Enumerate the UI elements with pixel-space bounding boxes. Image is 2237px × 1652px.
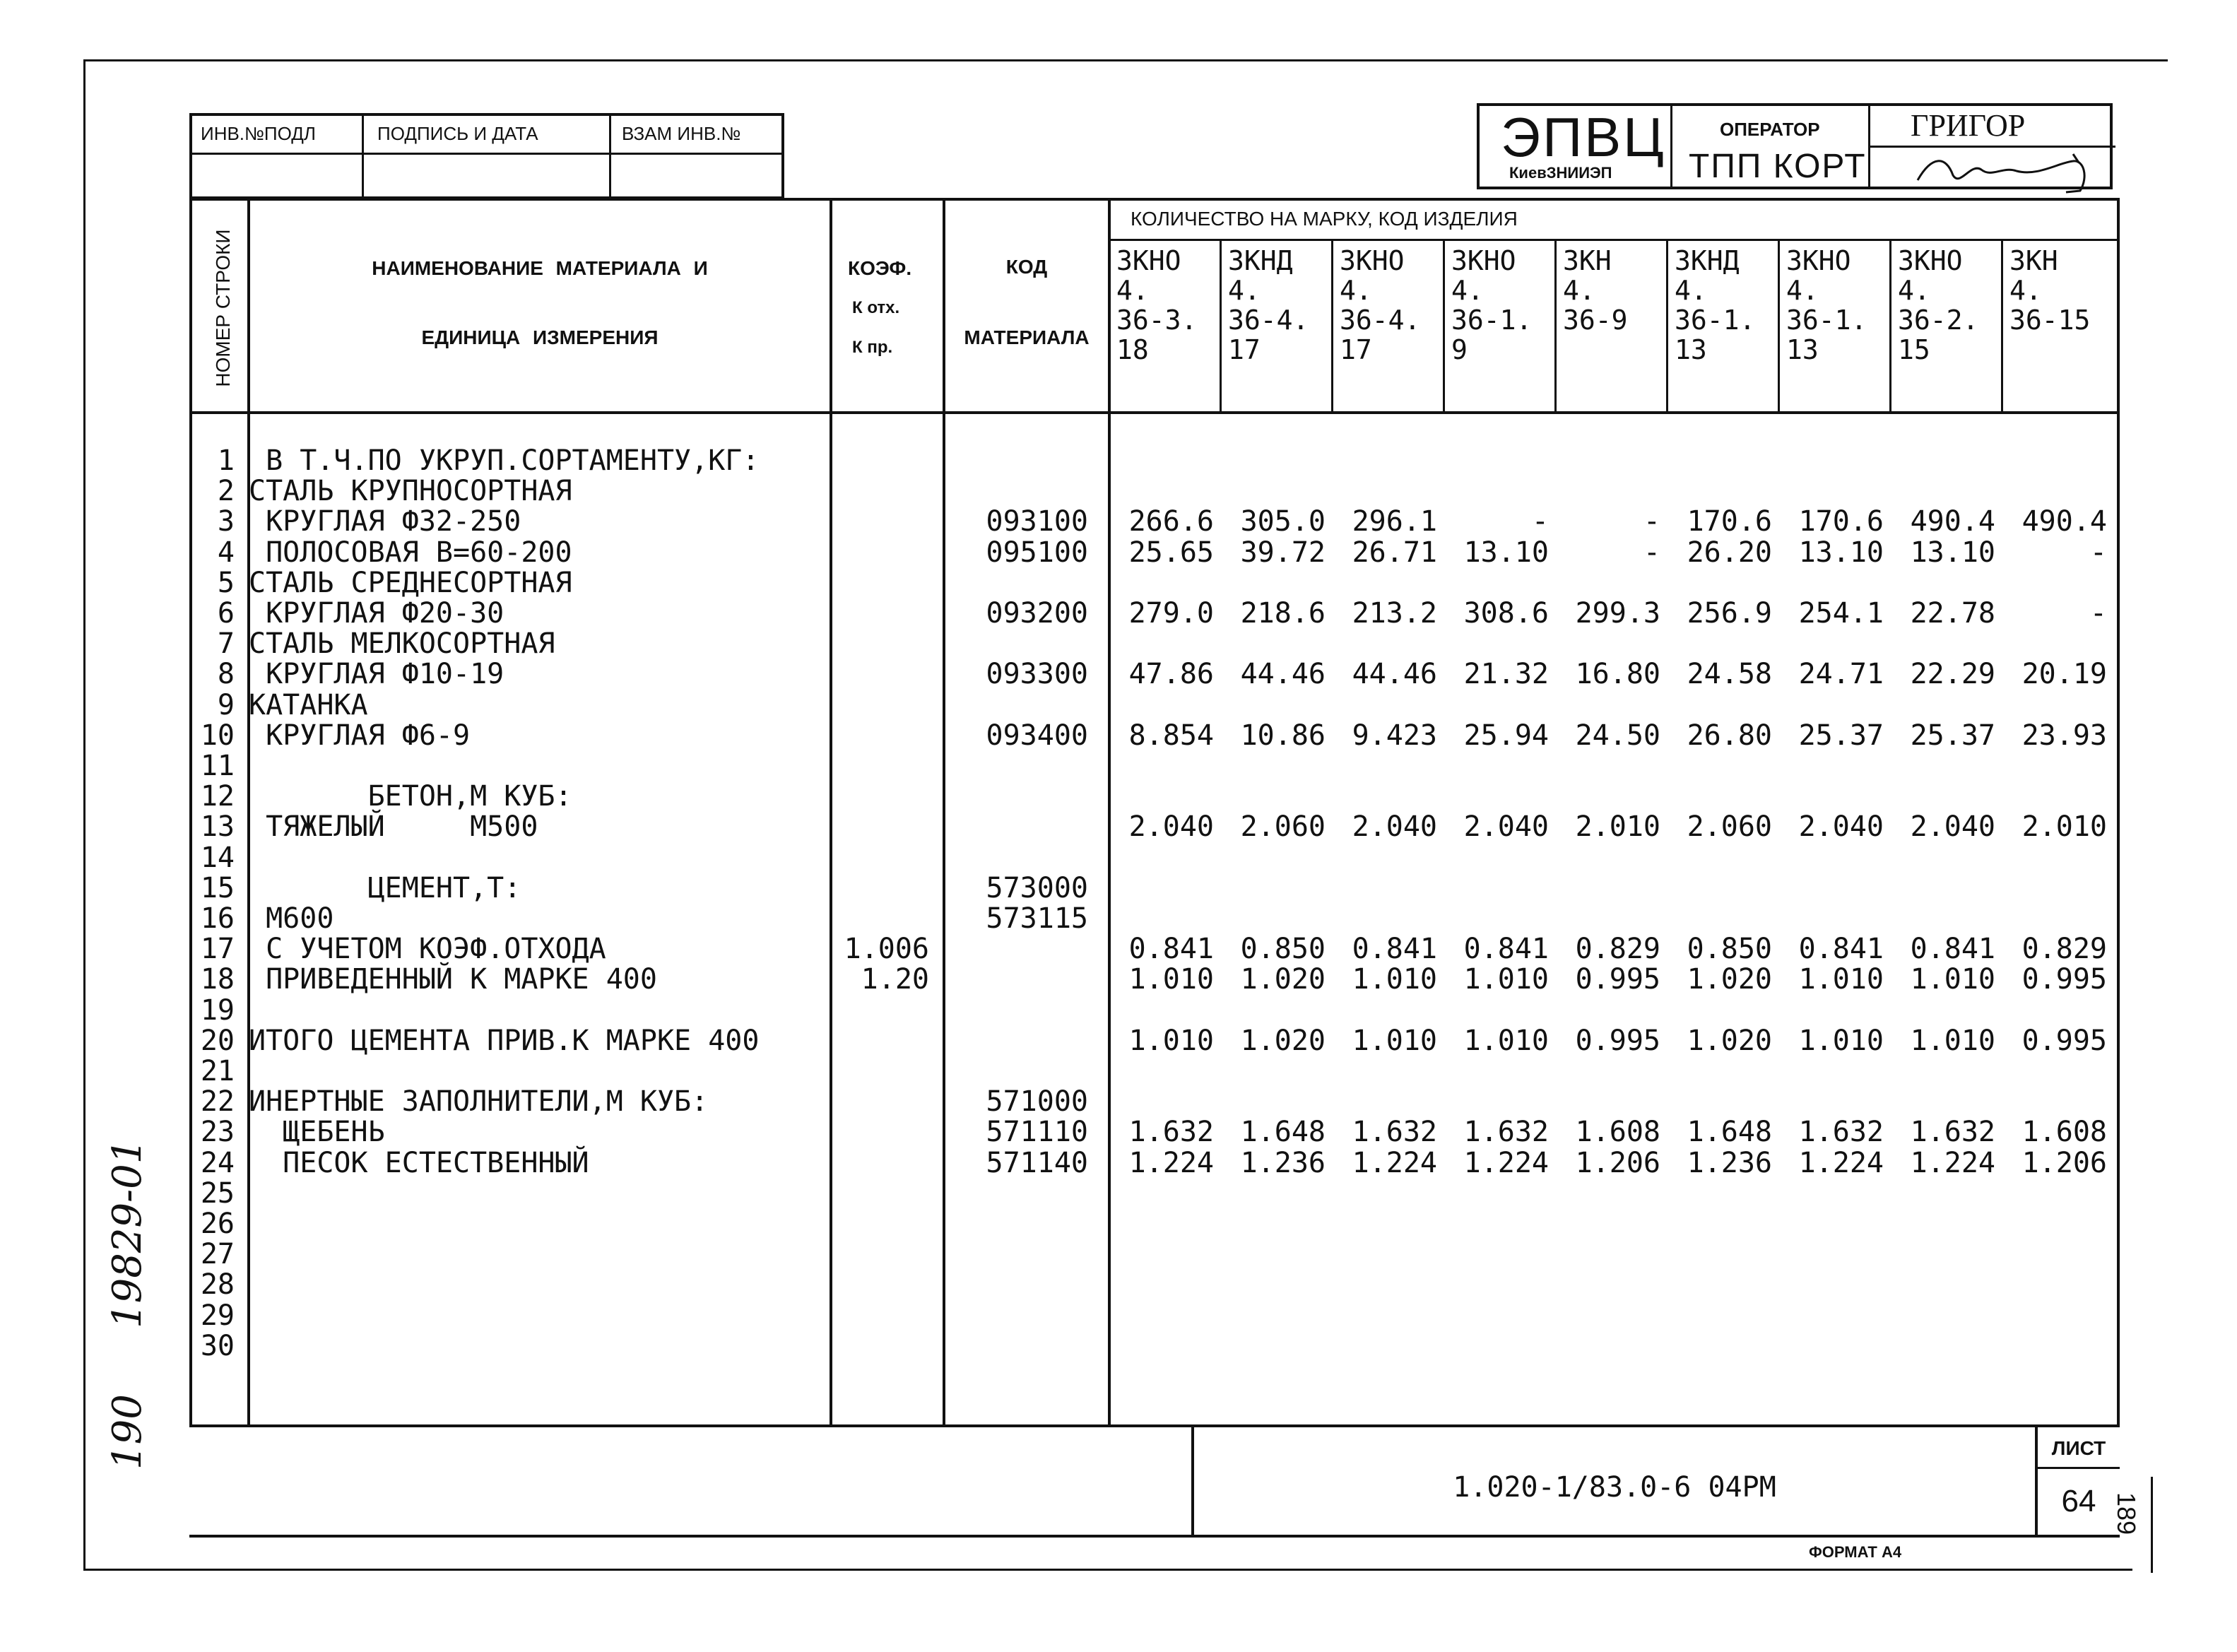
quantity-cell: 0.995 [1575, 1024, 1660, 1057]
quantity-cell: 1.010 [1798, 963, 1884, 996]
material-name: КАТАНКА [249, 688, 368, 721]
outer-frame-bottom [83, 1569, 2132, 1571]
quantity-cell: 213.2 [1352, 597, 1437, 630]
header-code-1: КОД [1005, 256, 1048, 278]
quantity-cell: 21.32 [1463, 658, 1549, 691]
archive-number: 19829-01 [105, 1138, 150, 1328]
quantity-cell: 8.854 [1128, 719, 1214, 752]
quantity-cell: - [1531, 505, 1549, 538]
quantity-cell: 39.72 [1240, 536, 1326, 569]
quantity-cell: - [2089, 536, 2107, 569]
quantity-cell: 1.010 [1910, 963, 1995, 996]
material-code-cell: 093200 [986, 597, 1088, 630]
quantity-cell: 0.841 [1463, 933, 1549, 966]
quantity-cell: 0.850 [1240, 933, 1326, 966]
sheet-number: 64 [2061, 1484, 2096, 1518]
row-number: 17 [200, 933, 235, 966]
product-header-4: ЗКНО 4. 36-1. 9 [1451, 245, 1533, 365]
row-number: 4 [217, 536, 235, 569]
row-number: 3 [217, 505, 235, 538]
quantity-cell: 0.995 [2021, 1024, 2107, 1057]
material-name: КРУГЛАЯ Ф6-9 [249, 719, 471, 752]
header-separator [189, 411, 2120, 414]
quantity-cell: 2.040 [1128, 810, 1214, 844]
row-number: 23 [200, 1116, 235, 1149]
outer-frame-left [83, 59, 85, 1570]
quantity-cell: 1.020 [1687, 1024, 1772, 1057]
header-coef-1: КОЭФ. [848, 257, 912, 279]
quantity-cell: 13.10 [1798, 536, 1884, 569]
document-code: 1.020-1/83.0-6 04PM [1453, 1471, 1776, 1504]
row-number: 26 [200, 1208, 235, 1240]
material-code-cell: 095100 [986, 536, 1088, 569]
material-name: СТАЛЬ МЕЛКОСОРТНАЯ [249, 627, 555, 661]
quantity-cell: - [1643, 536, 1660, 569]
quantity-cell: 1.020 [1687, 963, 1772, 996]
quantity-cell: 25.94 [1463, 719, 1549, 752]
row-number: 22 [200, 1085, 235, 1119]
quantity-cell: 266.6 [1128, 505, 1214, 538]
quantity-cell: 1.632 [1352, 1116, 1437, 1149]
row-number: 15 [200, 871, 235, 904]
row-number: 29 [200, 1299, 235, 1332]
material-code-cell: 093100 [986, 505, 1088, 538]
row-number: 11 [200, 750, 235, 782]
material-name: С УЧЕТОМ КОЭФ.ОТХОДА [249, 933, 606, 966]
quantity-cell: 279.0 [1128, 597, 1214, 630]
quantity-cell: 1.608 [2021, 1116, 2107, 1149]
quantity-cell: 305.0 [1240, 505, 1326, 538]
org-subname: КиевЗНИИЭП [1509, 164, 1612, 182]
stamp-label-replace-inv: ВЗАМ ИНВ.№ [622, 123, 741, 144]
quantity-cell: 490.4 [1910, 505, 1995, 538]
quantity-cell: 1.224 [1910, 1146, 1995, 1179]
quantity-cell: 1.224 [1798, 1146, 1884, 1179]
quantity-cell: 24.71 [1798, 658, 1884, 691]
quantity-cell: 0.829 [2021, 933, 2107, 966]
quantity-cell: 1.010 [1463, 1024, 1549, 1057]
quantity-cell: 1.010 [1352, 1024, 1437, 1057]
quantity-cell: 1.224 [1128, 1146, 1214, 1179]
stamp-label-inv-no: ИНВ.№ПОДЛ [201, 123, 316, 144]
header-material-name-1: НАИМЕНОВАНИЕ МАТЕРИАЛА И [372, 257, 708, 279]
quantity-cell: 2.010 [1575, 810, 1660, 844]
quantity-cell: 24.58 [1687, 658, 1772, 691]
sheet-label: ЛИСТ [2051, 1437, 2106, 1459]
material-name: КРУГЛАЯ Ф20-30 [249, 597, 504, 630]
operator-label: ОПЕРАТОР [1720, 119, 1820, 140]
row-number: 14 [200, 841, 235, 874]
format-label: ФОРМАТ А4 [1809, 1543, 1902, 1561]
quantity-cell: 1.010 [1463, 963, 1549, 996]
quantity-cell: 26.20 [1687, 536, 1772, 569]
quantity-cell: 0.995 [1575, 963, 1660, 996]
quantity-cell: 26.80 [1687, 719, 1772, 752]
quantity-cell: 0.841 [1128, 933, 1214, 966]
quantity-cell: 25.65 [1128, 536, 1214, 569]
quantity-cell: 2.060 [1240, 810, 1326, 844]
header-row-number: НОМЕР СТРОКИ [212, 229, 234, 387]
quantity-cell: 170.6 [1687, 505, 1772, 538]
quantity-cell: 22.29 [1910, 658, 1995, 691]
quantity-cell: 1.010 [1128, 963, 1214, 996]
quantity-cell: 1.010 [1128, 1024, 1214, 1057]
row-number: 27 [200, 1238, 235, 1271]
material-name: ПОЛОСОВАЯ В=60-200 [249, 536, 572, 569]
coefficient-cell: 1.20 [861, 963, 929, 996]
material-name: ЦЕМЕНТ,Т: [249, 871, 521, 904]
row-number: 19 [200, 993, 235, 1027]
product-header-8: ЗКНО 4. 36-2. 15 [1898, 245, 1979, 365]
quantity-cell: 1.020 [1240, 1024, 1326, 1057]
row-number: 28 [200, 1268, 235, 1302]
header-quantity: КОЛИЧЕСТВО НА МАРКУ, КОД ИЗДЕЛИЯ [1131, 208, 1518, 230]
quantity-cell: 2.040 [1910, 810, 1995, 844]
quantity-cell: 1.224 [1463, 1146, 1549, 1179]
row-number: 8 [217, 658, 235, 691]
row-number: 25 [200, 1176, 235, 1210]
quantity-cell: 490.4 [2021, 505, 2107, 538]
quantity-cell: 0.829 [1575, 933, 1660, 966]
material-name: ЩЕБЕНЬ [249, 1116, 385, 1149]
quantity-cell: 44.46 [1240, 658, 1326, 691]
stamp-label-signature-date: ПОДПИСЬ И ДАТА [377, 123, 538, 144]
quantity-cell: 1.010 [1910, 1024, 1995, 1057]
row-number: 13 [200, 810, 235, 844]
product-header-9: ЗКН 4. 36-15 [2009, 245, 2091, 336]
quantity-cell: 0.841 [1910, 933, 1995, 966]
quantity-cell: 20.19 [2021, 658, 2107, 691]
quantity-cell: 25.37 [1910, 719, 1995, 752]
org-name: ЭПВЦ [1501, 106, 1666, 168]
row-number: 6 [217, 597, 235, 630]
quantity-cell: 1.206 [2021, 1146, 2107, 1179]
operator-value: ТПП КОРТ [1689, 148, 1867, 185]
product-header-separator [1111, 239, 2120, 241]
material-name: М600 [249, 902, 334, 935]
material-name: КРУГЛАЯ Ф32-250 [249, 505, 521, 538]
quantity-cell: 2.040 [1352, 810, 1437, 844]
row-number: 9 [217, 688, 235, 721]
page-number-left: 190 [105, 1394, 150, 1470]
material-code-cell: 573115 [986, 902, 1088, 935]
stamp-top-left [189, 113, 784, 199]
quantity-cell: 1.224 [1352, 1146, 1437, 1179]
quantity-cell: 10.86 [1240, 719, 1326, 752]
quantity-cell: 13.10 [1463, 536, 1549, 569]
quantity-cell: 1.206 [1575, 1146, 1660, 1179]
row-number: 1 [217, 444, 235, 477]
material-name: ПРИВЕДЕННЫЙ К МАРКЕ 400 [249, 963, 657, 996]
product-header-5: ЗКН 4. 36-9 [1563, 245, 1628, 336]
quantity-cell: 23.93 [2021, 719, 2107, 752]
quantity-cell: 218.6 [1240, 597, 1326, 630]
quantity-cell: 1.632 [1128, 1116, 1214, 1149]
row-number: 16 [200, 902, 235, 935]
quantity-cell: 1.648 [1687, 1116, 1772, 1149]
material-name: В Т.Ч.ПО УКРУП.СОРТАМЕНТУ,КГ: [249, 444, 760, 477]
quantity-cell: 44.46 [1352, 658, 1437, 691]
quantity-cell: 2.040 [1798, 810, 1884, 844]
quantity-cell: 1.010 [1798, 1024, 1884, 1057]
quantity-cell: 308.6 [1463, 597, 1549, 630]
material-code-cell: 571000 [986, 1085, 1088, 1119]
product-header-7: ЗКНО 4. 36-1. 13 [1786, 245, 1867, 365]
header-coef-3: К пр. [852, 338, 893, 357]
material-code-cell: 093300 [986, 658, 1088, 691]
quantity-cell: 170.6 [1798, 505, 1884, 538]
product-header-6: ЗКНД 4. 36-1. 13 [1675, 245, 1756, 365]
quantity-cell: 1.632 [1798, 1116, 1884, 1149]
row-number: 30 [200, 1329, 235, 1362]
material-code-cell: 093400 [986, 719, 1088, 752]
outer-frame-right [2151, 1477, 2153, 1573]
quantity-cell: 24.50 [1575, 719, 1660, 752]
material-name: СТАЛЬ СРЕДНЕСОРТНАЯ [249, 566, 572, 599]
material-name: ТЯЖЕЛЫЙ М500 [249, 810, 538, 844]
quantity-cell: 1.648 [1240, 1116, 1326, 1149]
person-name: ГРИГОР [1911, 108, 2026, 143]
row-number: 10 [200, 719, 235, 752]
quantity-cell: 0.841 [1352, 933, 1437, 966]
quantity-cell: 22.78 [1910, 597, 1995, 630]
quantity-cell: 2.040 [1463, 810, 1549, 844]
material-name: БЕТОН,М КУБ: [249, 780, 572, 813]
row-number: 2 [217, 475, 235, 508]
quantity-cell: 2.060 [1687, 810, 1772, 844]
quantity-cell: 0.841 [1798, 933, 1884, 966]
material-name: СТАЛЬ КРУПНОСОРТНАЯ [249, 475, 572, 508]
material-code-cell: 571140 [986, 1146, 1088, 1179]
row-number: 12 [200, 780, 235, 813]
row-number: 24 [200, 1146, 235, 1179]
material-name: ИНЕРТНЫЕ ЗАПОЛНИТЕЛИ,М КУБ: [249, 1085, 709, 1119]
material-name: ПЕСОК ЕСТЕСТВЕННЫЙ [249, 1146, 589, 1179]
quantity-cell: 1.236 [1240, 1146, 1326, 1179]
quantity-cell: 256.9 [1687, 597, 1772, 630]
product-header-3: ЗКНО 4. 36-4. 17 [1340, 245, 1421, 365]
quantity-cell: 26.71 [1352, 536, 1437, 569]
material-code-cell: 573000 [986, 871, 1088, 904]
quantity-cell: 1.010 [1352, 963, 1437, 996]
row-number: 5 [217, 566, 235, 599]
quantity-cell: 1.236 [1687, 1146, 1772, 1179]
material-code-cell: 571110 [986, 1116, 1088, 1149]
page-number-right: 189 [2112, 1492, 2141, 1535]
quantity-cell: 9.423 [1352, 719, 1437, 752]
row-number: 20 [200, 1024, 235, 1057]
coefficient-cell: 1.006 [844, 933, 929, 966]
quantity-cell: 1.020 [1240, 963, 1326, 996]
quantity-cell: 0.850 [1687, 933, 1772, 966]
quantity-cell: 296.1 [1352, 505, 1437, 538]
quantity-cell: - [2089, 597, 2107, 630]
quantity-cell: 1.608 [1575, 1116, 1660, 1149]
outer-frame-top [83, 59, 2168, 61]
quantity-cell: 2.010 [2021, 810, 2107, 844]
quantity-cell: 13.10 [1910, 536, 1995, 569]
header-material-name-2: ЕДИНИЦА ИЗМЕРЕНИЯ [421, 326, 659, 348]
product-header-2: ЗКНД 4. 36-4. 17 [1228, 245, 1309, 365]
header-code-2: МАТЕРИАЛА [964, 326, 1090, 348]
material-name: ИТОГО ЦЕМЕНТА ПРИВ.К МАРКЕ 400 [249, 1024, 760, 1057]
quantity-cell: 0.995 [2021, 963, 2107, 996]
material-name: КРУГЛАЯ Ф10-19 [249, 658, 504, 691]
quantity-cell: 47.86 [1128, 658, 1214, 691]
row-number: 21 [200, 1055, 235, 1087]
quantity-cell: - [1643, 505, 1660, 538]
signature-scribble [1903, 148, 2108, 198]
stamp-top-right [1477, 103, 2113, 189]
quantity-cell: 1.632 [1463, 1116, 1549, 1149]
row-number: 7 [217, 627, 235, 661]
quantity-cell: 254.1 [1798, 597, 1884, 630]
row-number: 18 [200, 963, 235, 996]
product-header-1: ЗКНО 4. 36-3. 18 [1116, 245, 1198, 365]
quantity-cell: 1.632 [1910, 1116, 1995, 1149]
header-coef-2: К отх. [852, 298, 900, 317]
quantity-cell: 299.3 [1575, 597, 1660, 630]
quantity-cell: 16.80 [1575, 658, 1660, 691]
quantity-cell: 25.37 [1798, 719, 1884, 752]
